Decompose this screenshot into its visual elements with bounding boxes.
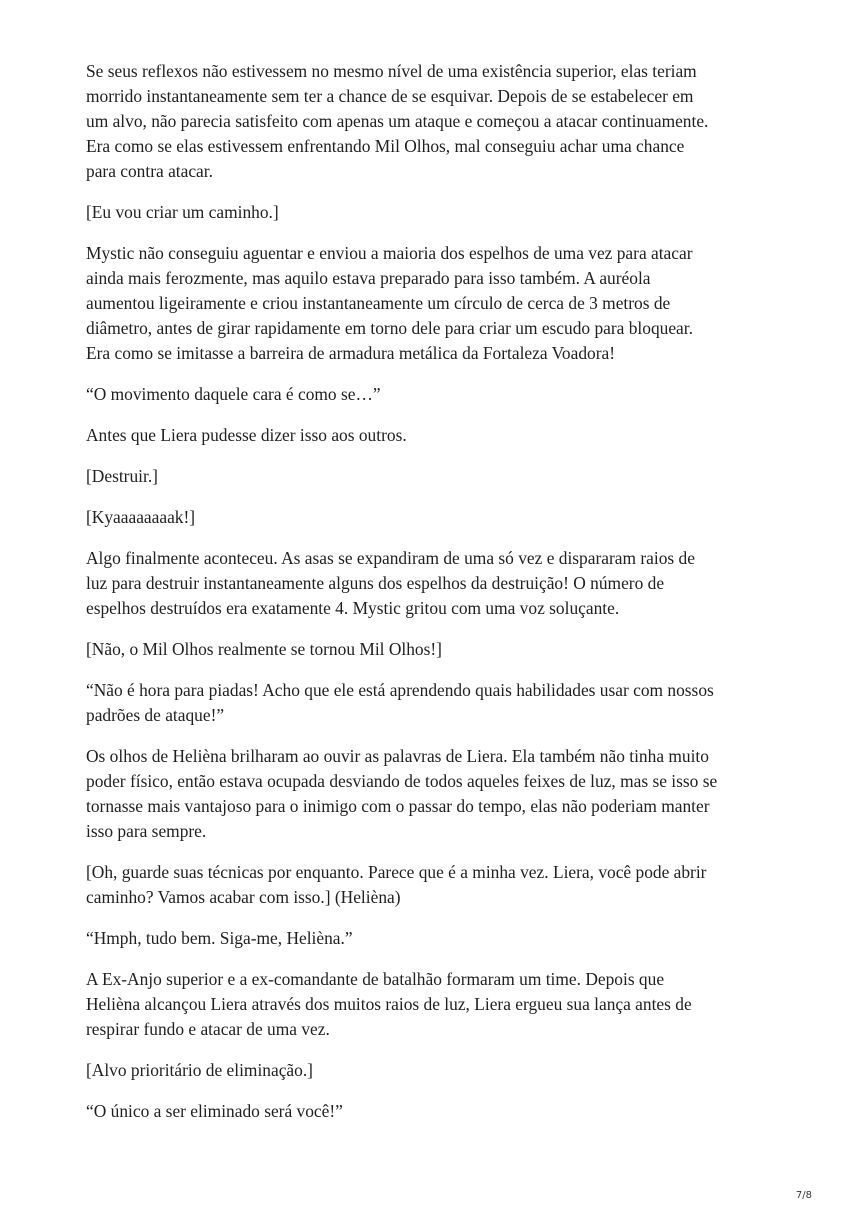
text-line: Antes que Liera pudesse dizer isso aos outros.	[86, 425, 407, 445]
text-line: [Alvo prioritário de eliminação.]	[86, 1060, 313, 1080]
text-line: Helièna alcançou Liera através dos muitos raios de luz, Liera ergueu sua lança antes de	[86, 994, 692, 1014]
paragraph	[86, 505, 786, 530]
text-line: Algo finalmente aconteceu. As asas se expandiram de uma só vez e dispararam raios de	[86, 548, 695, 568]
document-body	[86, 59, 786, 1140]
text-line: [Oh, guarde suas técnicas por enquanto. Parece que é a minha vez. Liera, você pode abrir	[86, 862, 707, 882]
text-line: tornasse mais vantajoso para o inimigo com o passar do tempo, elas não poderiam manter	[86, 796, 710, 816]
text-line: um alvo, não parecia satisfeito com apenas um ataque e começou a atacar continuamente.	[86, 111, 709, 131]
paragraph	[86, 744, 786, 844]
text-line: morrido instantaneamente sem ter a chance de se esquivar. Depois de se estabelecer em	[86, 86, 694, 106]
text-line: padrões de ataque!”	[86, 705, 225, 725]
text-line: “O único a ser eliminado será você!”	[86, 1101, 343, 1121]
paragraph	[86, 59, 786, 184]
paragraph	[86, 464, 786, 489]
text-line: luz para destruir instantaneamente alguns dos espelhos da destruição! O número de	[86, 573, 665, 593]
text-line: [Kyaaaaaaaak!]	[86, 507, 196, 527]
text-line: Era como se elas estivessem enfrentando Mil Olhos, mal conseguiu achar uma chance	[86, 136, 685, 156]
text-line: Os olhos de Helièna brilharam ao ouvir as palavras de Liera. Ela também não tinha muito	[86, 746, 709, 766]
paragraph	[86, 382, 786, 407]
paragraph	[86, 241, 786, 366]
paragraph	[86, 967, 786, 1042]
text-line: isso para sempre.	[86, 821, 207, 841]
paragraph	[86, 860, 786, 910]
page-number: 7/8	[795, 1190, 812, 1201]
paragraph	[86, 926, 786, 951]
text-line: [Destruir.]	[86, 466, 158, 486]
text-line: aumentou ligeiramente e criou instantaneamente um círculo de cerca de 3 metros de	[86, 293, 671, 313]
text-line: caminho? Vamos acabar com isso.] (Helièna)	[86, 887, 401, 907]
text-line: diâmetro, antes de girar rapidamente em torno dele para criar um escudo para bloquear.	[86, 318, 693, 338]
paragraph	[86, 1099, 786, 1124]
text-line: para contra atacar.	[86, 161, 213, 181]
text-line: espelhos destruídos era exatamente 4. Mystic gritou com uma voz soluçante.	[86, 598, 620, 618]
text-line: Era como se imitasse a barreira de armadura metálica da Fortaleza Voadora!	[86, 343, 616, 363]
paragraph	[86, 546, 786, 621]
paragraph	[86, 200, 786, 225]
text-line: ainda mais ferozmente, mas aquilo estava preparado para isso também. A auréola	[86, 268, 651, 288]
text-line: [Eu vou criar um caminho.]	[86, 202, 279, 222]
paragraph	[86, 678, 786, 728]
paragraph	[86, 423, 786, 448]
text-line: A Ex-Anjo superior e a ex-comandante de batalhão formaram um time. Depois que	[86, 969, 665, 989]
text-line: “Não é hora para piadas! Acho que ele está aprendendo quais habilidades usar com nossos	[86, 680, 714, 700]
paragraph	[86, 637, 786, 662]
text-line: “O movimento daquele cara é como se…”	[86, 384, 381, 404]
text-line: respirar fundo e atacar de uma vez.	[86, 1019, 330, 1039]
text-line: [Não, o Mil Olhos realmente se tornou Mil Olhos!]	[86, 639, 442, 659]
text-line: poder físico, então estava ocupada desviando de todos aqueles feixes de luz, mas se isso se	[86, 771, 718, 791]
text-line: Se seus reflexos não estivessem no mesmo nível de uma existência superior, elas teriam	[86, 61, 697, 81]
text-line: Mystic não conseguiu aguentar e enviou a maioria dos espelhos de uma vez para atacar	[86, 243, 693, 263]
text-line: “Hmph, tudo bem. Siga-me, Helièna.”	[86, 928, 353, 948]
paragraph	[86, 1058, 786, 1083]
